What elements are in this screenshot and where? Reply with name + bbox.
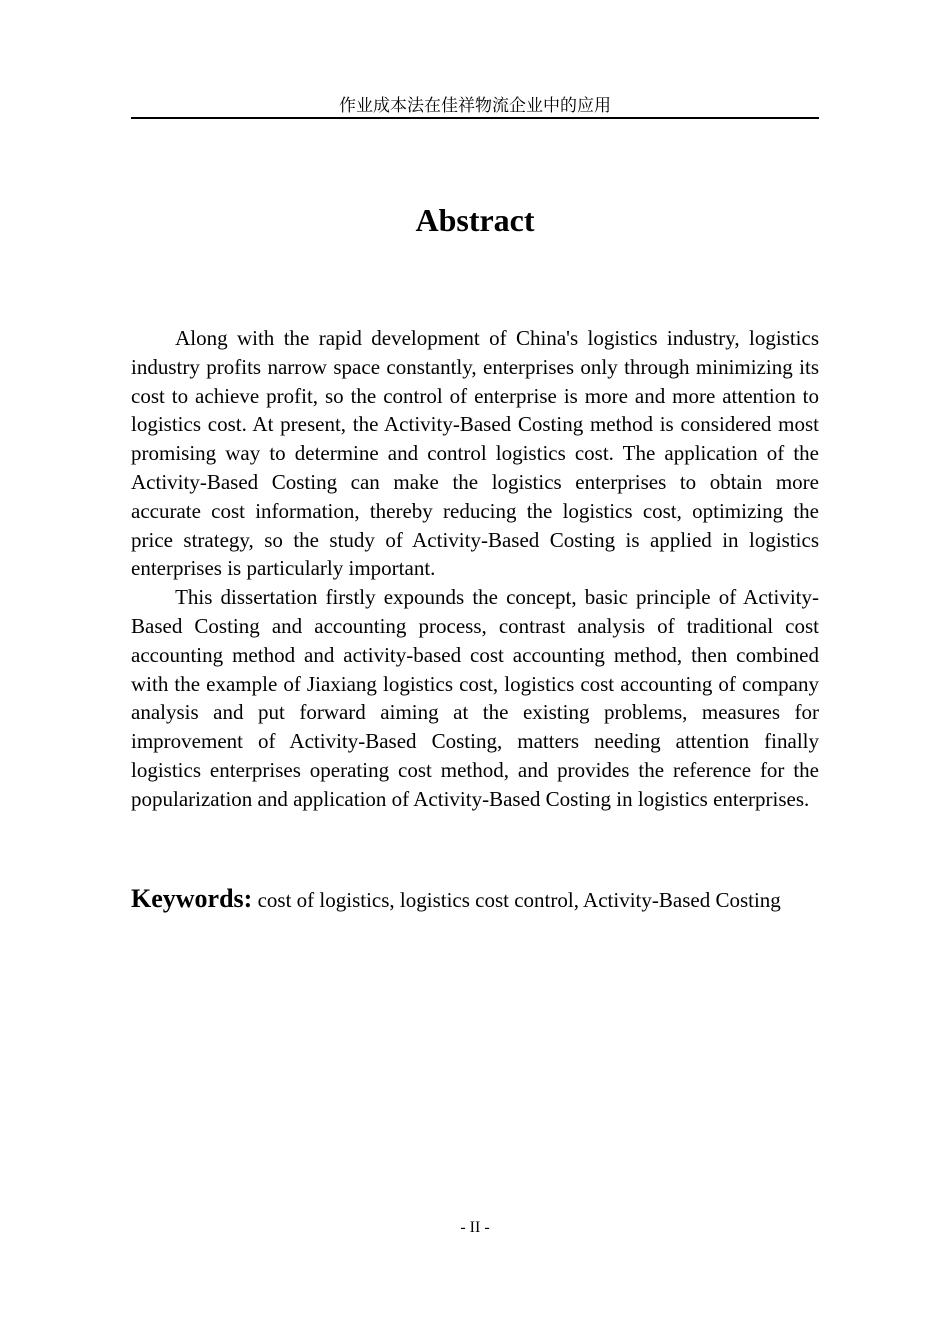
keywords-line (131, 882, 831, 917)
abstract-heading: Abstract (415, 202, 535, 238)
abstract-paragraph-1: Along with the rapid development of China's logistics industry, logistics industry profits narrow space constantly, enterprises only through minimizing its cost to achieve profit, so the control of enterprise is more and more attention to logistics cost. At present, the Activity-Based Costing method is considered most promising way to determine and control logistics cost. The application of the Activity-Based Costing can make the logistics enterprises to obtain more accurate cost information, thereby reducing the logistics cost, optimizing the price strategy, so the study of Activity-Based Costing is applied in logistics enterprises is particularly important. (131, 326, 819, 581)
abstract-paragraph-2: This dissertation firstly expounds the concept, basic principle of Activity-Based Costing and accounting process, contrast analysis of traditional cost accounting method and activity-based cost accounting method, then combined with the example of Jiaxiang logistics cost, logistics cost accounting of company analysis and put forward aiming at the existing problems, measures for improvement of Activity-Based Costing, matters needing attention finally logistics enterprises operating cost method, and provides the reference for the popularization and application of Activity-Based Costing in logistics enterprises. (131, 585, 819, 811)
abstract-body (131, 324, 819, 814)
header-rule (131, 117, 819, 119)
keywords-label: Keywords: (131, 884, 253, 913)
running-header: 作业成本法在佳祥物流企业中的应用 (339, 96, 611, 116)
keywords-text: cost of logistics, logistics cost control, Activity-Based Costing (252, 888, 781, 912)
page-number: - II - (460, 1219, 490, 1236)
